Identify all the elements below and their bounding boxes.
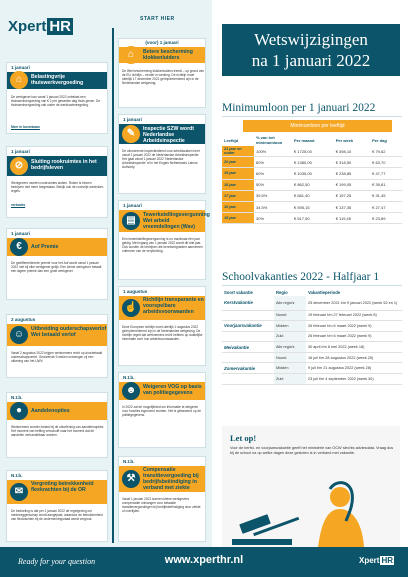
card-title: Inspectie SZW wordt Nederlandse Arbeidsinspectie xyxy=(143,126,195,144)
card-date: 1 januari xyxy=(11,231,30,236)
footer-url[interactable]: www.xperthr.nl xyxy=(164,554,244,566)
card-title: Vergroting betrekkenheid flexkrachten bij de OR xyxy=(31,481,94,493)
table-row: 17 jaar 39,5% € 681,40 € 157,25 € 31,45 xyxy=(222,190,402,201)
table-row: 15 jaar 30% € 517,50 € 119,45 € 23,89 xyxy=(222,213,402,224)
table-row: Zuid 23 juli t/m 4 september 2022 (week 30) xyxy=(222,374,402,385)
schoolvakanties-title: Schoolvakanties 2022 - Halfjaar 1 xyxy=(222,271,380,283)
card-date: 2 augustus xyxy=(11,317,36,322)
timeline-card-richtlijn xyxy=(118,286,206,366)
card-title: Weigeren VOG op basis van politiegegevens xyxy=(143,384,202,396)
workers-icon: ⚒ xyxy=(122,470,140,488)
minimumloon-table xyxy=(222,134,402,224)
card-title: Betere bescherming klokkenluiders xyxy=(143,49,193,61)
hero-line1: Wetswijzigingen xyxy=(254,30,368,49)
card-body: De bedoeling is dat per 1 januari 2022 de regelgeving om medezeggenschap wordt aangepast, waardoor de betrokkenheid van flexkrachten bij de ondernemingsraad wordt vergroot. xyxy=(11,509,103,521)
card-title: Tewerkstellingsvergunning Wet arbeid vreemdelingen (Wav) xyxy=(143,212,210,230)
table-row: 16 jaar 34,5% € 595,15 € 137,35 € 27,47 xyxy=(222,201,402,212)
col-regio: Regio xyxy=(276,289,288,295)
timeline-card-vog xyxy=(118,372,206,448)
col-per-week: Per week xyxy=(335,137,354,143)
thumbs-up-icon: ☝ xyxy=(122,299,140,317)
ballot-icon: ✉ xyxy=(10,483,28,501)
card-date: 1 januari xyxy=(123,203,142,208)
table-row: 19 jaar 60% € 1035,00 € 238,85 € 47,77 xyxy=(222,168,402,179)
table-row: Zuid 26 februari t/m 6 maart 2022 (week 9) xyxy=(222,331,402,342)
timeline-card-inspectie xyxy=(118,114,206,194)
card-body: Werknemers worden belast bij de uitoefening van aandelenopties. Het moment van heffing verschuift naar het moment dat de aandelen verhandelbaar worden. xyxy=(11,425,105,437)
card-title: Richtlijn transparante en voorspelbare arbeidsvoorwaarden xyxy=(143,297,204,315)
timeline-card-rookruimtes xyxy=(6,146,108,218)
table-row: Noord 16 juli t/m 28 augustus 2022 (week 29) xyxy=(222,352,402,363)
euro-icon: € xyxy=(10,238,28,256)
letop-title: Let op! xyxy=(230,433,257,443)
table-row: Voorjaarsvakantie Midden 26 februari t/m 6 maart 2022 (week 9) xyxy=(222,321,402,332)
col-per-maand: Per maand xyxy=(294,137,315,143)
timeline-card-compensatie xyxy=(118,456,206,542)
table-row: Zomervakantie Midden 9 juli t/m 21 augustus 2022 (week 28) xyxy=(222,363,402,374)
table-header-row xyxy=(222,134,402,146)
hero-banner xyxy=(222,24,400,76)
clipboard-icon: ✎ xyxy=(122,125,140,143)
card-date: 1 januari xyxy=(11,65,30,70)
card-body: Vanaf 2 augustus 2022 krijgen werknemers recht op doorbetaald ouderschapsverlof. Gedurende 9 weken ontvangen zij een uitkering van het UWV. xyxy=(11,351,103,363)
table-row: 20 jaar 80% € 1380,00 € 318,50 € 63,70 xyxy=(222,157,402,168)
coins-icon: ● xyxy=(10,402,28,420)
card-body: De gedifferentieerde premie voor het Aof wordt vanaf 1 januari 2022 niet bij elke werkgever gelijk. Een kleine werkgever betaalt een lagere premie dan een grote werkgever. xyxy=(11,261,102,273)
table-row: 21 jaar en ouder 100% € 1725,00 € 398,10 € 79,62 xyxy=(222,146,402,157)
minimumloon-title: Minimumloon per 1 januari 2022 xyxy=(222,102,376,114)
card-link[interactable]: verbodes xyxy=(11,203,26,207)
timeline-spine xyxy=(112,28,114,543)
card-body: Deze Europese richtlijn moet uiterlijk 1 augustus 2022 geïmplementeerd zijn in de Nederlandse wetgeving. De richtlijn regelt dat werknemers recht hebben op duidelijke informatie over hun arbeidsvoorwaarden. xyxy=(122,325,203,341)
timeline-card-thuiswerk xyxy=(6,62,108,134)
card-body: Vanaf 1 januari 2021 kunnen kleine werkgevers compensatie ontvangen voor betaalde transitievergoedingen bij bedrijfsbeëindiging door ziekte of overlijden. xyxy=(122,497,201,513)
table-header-row xyxy=(222,288,402,296)
card-date: 1 januari xyxy=(11,149,30,154)
minimumloon-banner: Minimumloon per leeftijd xyxy=(243,120,392,132)
col-soort: Soort vakantie xyxy=(224,289,253,295)
timeline-card-or xyxy=(6,470,108,542)
document-icon: ▤ xyxy=(122,212,140,230)
baby-icon: ☺ xyxy=(10,326,28,344)
card-date: N.t.b. xyxy=(123,375,135,380)
card-body: De werkgever kan vanaf 1 januari 2022 onbelast een thuiswerkvergoeding van € 2 per gewerkte dag thuis geven. De thuiswerkvergoeding valt onder de werkkostenregeling. xyxy=(11,95,101,107)
card-date: (voor) 1 januari xyxy=(119,39,205,47)
house-icon: ⌂ xyxy=(122,46,140,64)
timeline-card-klokkenluiders xyxy=(118,38,206,108)
card-title: Uitbreiding ouderschapsverlof Wet betaald verlof xyxy=(31,326,107,338)
card-date: N.t.b. xyxy=(123,459,135,464)
card-body: Werkgevers moeten rookruimtes sluiten. Roken is binnen bedrijven niet meer toegestaan. Bekijk ook de rookvrije-werkvloer-regels. xyxy=(11,181,105,193)
col-per-dag: Per dag xyxy=(372,137,387,143)
timeline-card-aof xyxy=(6,228,108,300)
card-body: De uitvoerende inspectiedienst voor arbeidszaken heet vanaf 1 januari 2022 de Nederlandse Arbeidsinspectie. Het gaat vanaf 1 januari 2022 'Nederlandse Arbeidsinspectie' of in het Engels Netherlands Labour Authority. xyxy=(122,149,200,169)
footer-tagline: Ready for your question xyxy=(18,557,96,566)
col-percentage: % van het minimumloon xyxy=(256,135,283,145)
table-row: Meivakantie Alle regio's 30 april t/m 8 mei 2022 (week 18) xyxy=(222,342,402,353)
card-body: De Wet bescherming klokkenluiders treedt – op grond van de EU richtlijn – eerder in werking. De richtlijn moet uiterlijk 17 december 2021 geïmplementeerd zijn in de Nederlandse wetgeving. xyxy=(122,69,204,85)
timeline-panel xyxy=(0,0,212,547)
brand-logo: Xpert HR xyxy=(8,18,72,35)
footer xyxy=(0,547,408,577)
card-title: Aof Premie xyxy=(31,244,59,250)
timeline-card-wav xyxy=(118,200,210,280)
card-date: 1 januari xyxy=(123,117,142,122)
card-title: Compensatie transitievergoeding bij bedrijfsbeëindiging in verband met ziekte xyxy=(143,467,199,491)
table-row: Noord 19 februari t/m 27 februari 2022 (week 8) xyxy=(222,310,402,321)
timeline-card-aandelenopties xyxy=(6,392,108,458)
hero-line2: na 1 januari 2022 xyxy=(251,51,371,70)
col-leeftijd: Leeftijd xyxy=(224,137,239,143)
schoolvakanties-table xyxy=(222,288,402,385)
card-body: In 2022 zal de mogelijkheid om informatie te weigeren voor functies ingevoerd worden. Het is gebaseerd op de politiegegevens. xyxy=(122,405,202,417)
no-smoking-icon: ⊘ xyxy=(10,157,28,175)
card-date: N.t.b. xyxy=(11,395,23,400)
card-body: Een tewerkstellingsvergunning is nu maximaal één jaar geldig. Met ingang van 1 januari 2022 wordt dit drie jaar. Ook worden de bedrijven die kennismigranten aannemen ontheven van de verplichting. xyxy=(122,237,203,253)
footer-logo: Xpert HR xyxy=(358,556,393,565)
card-title: Aandelenopties xyxy=(31,408,70,414)
people-icon: ☻ xyxy=(122,382,140,400)
card-link[interactable]: Meer in bovenbaan xyxy=(11,125,40,129)
card-title: Belastingvrije thuiswerkvergoeding xyxy=(31,74,84,86)
house-icon: ⌂ xyxy=(10,71,28,89)
card-title: Sluiting rookruimtes in het bedrijfsleven xyxy=(31,159,97,171)
table-row: 18 jaar 50% € 862,50 € 199,05 € 39,81 xyxy=(222,179,402,190)
timeline-card-ouderschapsverlof xyxy=(6,314,108,378)
start-label: START HIER xyxy=(140,16,175,22)
card-date: N.t.b. xyxy=(11,473,23,478)
letop-body: Voor de herfst- en voorjaarsvakantie geeft het ministerie van OCW slechts adviesdata. Vraag dus bij de school na op welke dagen deze gesloten is in verband met vakantie. xyxy=(230,446,394,455)
table-row: Kerstvakantie Alle regio's 25 december 2021 t/m 9 januari 2022 (week 52 en 1) xyxy=(222,296,402,310)
justice-illustration xyxy=(222,475,400,547)
card-date: 1 augustus xyxy=(123,289,148,294)
col-periode: Vakantieperiode xyxy=(308,289,341,295)
